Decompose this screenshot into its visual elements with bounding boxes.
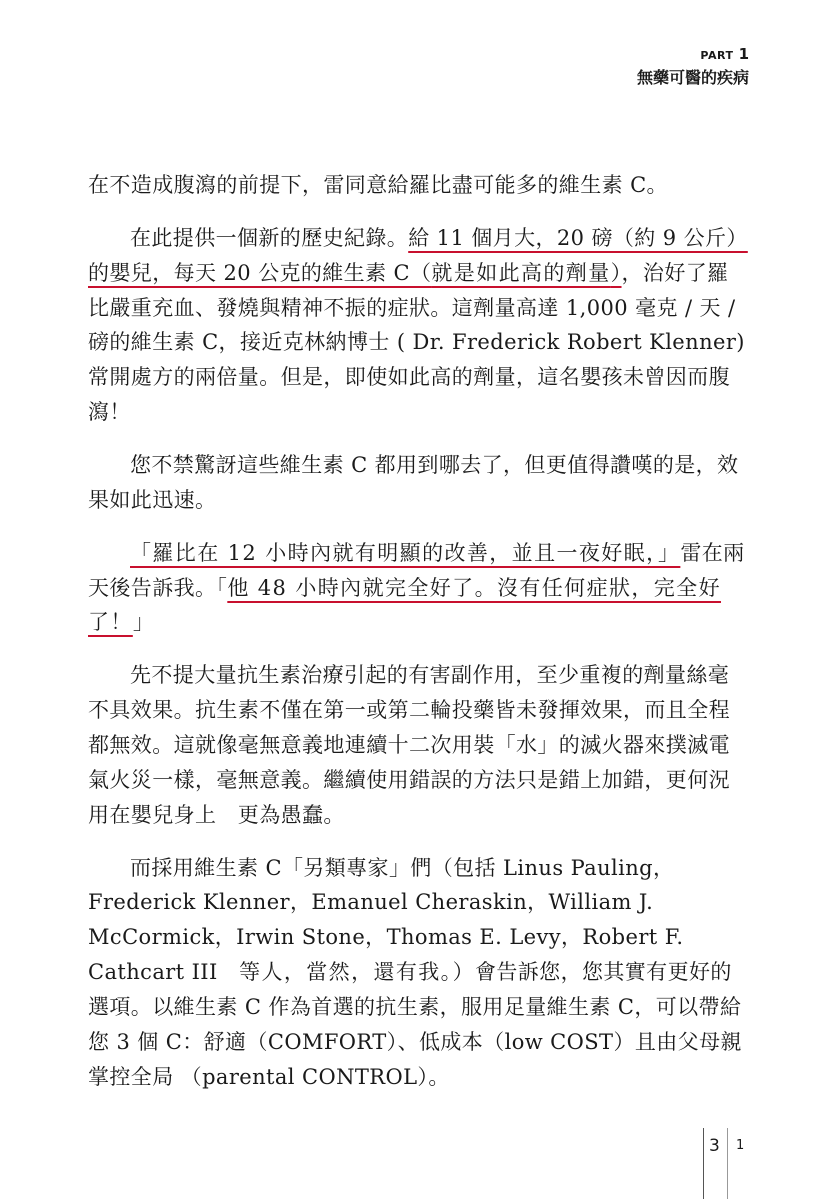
paragraph-2-intro: 在此提供一個新的歷史紀錄。 — [130, 225, 409, 250]
part-number: 1 — [738, 45, 749, 63]
running-header — [637, 44, 749, 90]
quote-1: 「羅比在 12 小時內就有明顯的改善，並且一夜好眠，」 — [130, 540, 681, 565]
paragraph-4-middle: 雷在兩天後告訴我。「 — [88, 540, 745, 600]
page-sub-number: 1 — [736, 1138, 745, 1153]
paragraph-3-text: 您不禁驚訝這些維生素 C 都用到哪去了，但更值得讚嘆的是，效果如此迅速。 — [88, 453, 739, 512]
paragraph-6-aside: 等人，當然，還有我。） — [239, 960, 475, 985]
dose-close: ） — [610, 260, 622, 285]
emphasis-text: 就是如此高的劑量 — [431, 260, 611, 285]
paragraph-3 — [88, 448, 748, 518]
body-text — [88, 168, 748, 1113]
page-number: 3 — [709, 1136, 720, 1156]
paragraph-6 — [88, 851, 748, 1095]
paragraph-6-intro: 而採用維生素 C「另類專家」們（包括 Linus Pauling，Frederick Klenner，Emanuel Cheraskin，William J. McCormick，Irwin Stone，Thomas E. Levy，Robert F. Cathcart III — [88, 855, 684, 985]
quote-2-close: 」 — [132, 610, 155, 635]
footer-divider-secondary — [727, 1128, 728, 1199]
dose-text: 給 11 個月大，20 磅（約 9 公斤）的嬰兒，每天 20 公克的維生素 C（ — [88, 225, 748, 285]
paragraph-2 — [88, 221, 748, 430]
paragraph-6-rest: 會告訴您，您其實有更好的選項。以維生素 C 作為首選的抗生素，服用足量維生素 C，可以帶給您 3 個 C：舒適（COMFORT）、低成本（low COST）且由父母親掌控全局 （parental CONTROL）。 — [88, 960, 742, 1089]
part-label: PART — [700, 49, 734, 62]
paragraph-1 — [88, 168, 748, 203]
chapter-title: 無藥可醫的疾病 — [636, 68, 749, 87]
footer-divider — [703, 1128, 704, 1199]
paragraph-1-text: 在不造成腹瀉的前提下，雷同意給羅比盡可能多的維生素 C。 — [88, 173, 668, 197]
quote-2: 他 48 小時內就完全好了。沒有任何症狀，完全好了！ — [88, 575, 721, 635]
paragraph-2-rest: ，治好了羅比嚴重充血、發燒與精神不振的症狀。這劑量高達 1,000 毫克 / 天 / 磅的維生素 C，接近克林納博士 ( Dr. Frederick Robert Klenner) 常開處方的兩倍量。但是，即使如此高的劑量，這名嬰孩未曾因而腹瀉！ — [88, 260, 745, 425]
paragraph-4 — [88, 536, 748, 641]
part-indicator — [637, 44, 749, 63]
paragraph-5 — [88, 658, 748, 832]
paragraph-5-text: 先不提大量抗生素治療引起的有害副作用，至少重複的劑量絲毫不具效果。抗生素不僅在第一或第二輪投藥皆未發揮效果，而且全程都無效。這就像毫無意義地連續十二次用裝「水」的滅火器來撲滅電氣火災一樣，毫無意義。繼續使用錯誤的方法只是錯上加錯，更何況用在嬰兒身上 更為愚蠢。 — [88, 663, 730, 827]
